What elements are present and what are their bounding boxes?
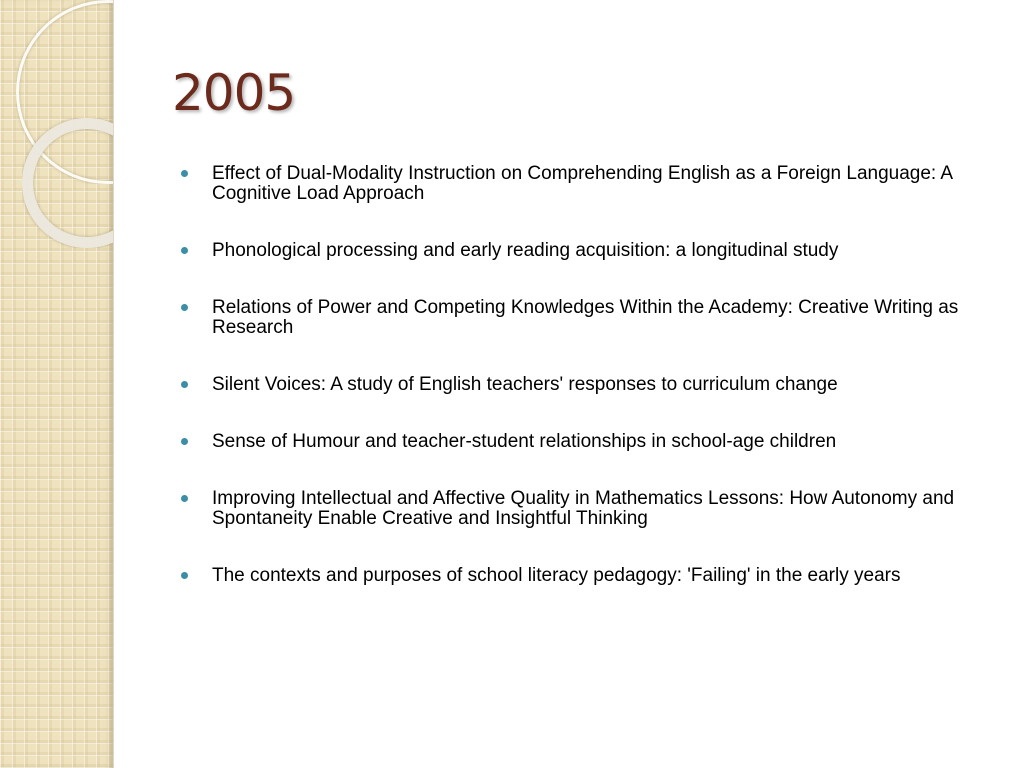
decorative-ring-small	[22, 118, 152, 248]
bullet-dot-icon	[181, 381, 188, 388]
list-item-text: Improving Intellectual and Affective Quality in Mathematics Lessons: How Autonomy and Spontaneity Enable Creative and Insightful Thinking	[212, 488, 955, 529]
bullet-dot-icon	[181, 170, 188, 177]
slide-title: 2005	[172, 64, 296, 122]
list-item-text: The contexts and purposes of school literacy pedagogy: 'Failing' in the early years	[212, 565, 901, 586]
bullet-dot-icon	[181, 304, 188, 311]
list-item-text: Sense of Humour and teacher-student relationships in school-age children	[212, 431, 837, 452]
list-item	[180, 375, 990, 395]
list-item-text: Effect of Dual-Modality Instruction on Comprehending English as a Foreign Language: A Cognitive Load Approach	[212, 163, 953, 204]
list-item-text: Relations of Power and Competing Knowledges Within the Academy: Creative Writing as Research	[212, 297, 959, 338]
list-item-text: Silent Voices: A study of English teachers' responses to curriculum change	[212, 374, 838, 395]
list-item	[180, 298, 990, 338]
bullet-dot-icon	[181, 572, 188, 579]
list-item	[180, 432, 990, 452]
bullet-list	[180, 164, 990, 623]
bullet-dot-icon	[181, 247, 188, 254]
list-item-text: Phonological processing and early reading acquisition: a longitudinal study	[212, 240, 839, 261]
list-item	[180, 241, 990, 261]
list-item	[180, 164, 990, 204]
bullet-dot-icon	[181, 495, 188, 502]
list-item	[180, 489, 990, 529]
bullet-dot-icon	[181, 438, 188, 445]
list-item	[180, 566, 990, 586]
